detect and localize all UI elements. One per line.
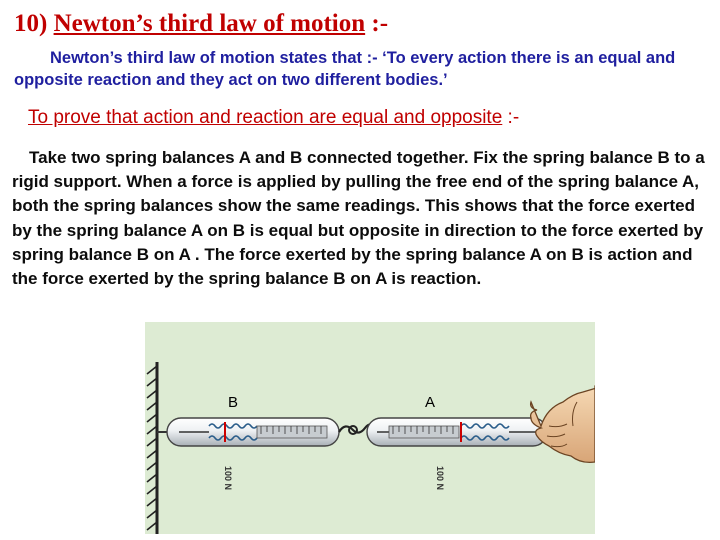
hand-illustration xyxy=(531,386,595,462)
rigid-support xyxy=(147,362,167,534)
balance-b-label: B xyxy=(228,394,239,411)
proof-heading xyxy=(28,107,519,129)
title-number: 10) xyxy=(14,10,48,37)
proof-paragraph: Take two spring balances A and B connected together. Fix the spring balance B to a rigid support. When a force is applied by pulling the free end of the spring balance A, both the spring balances show the same readings. This shows that the force exerted by the spring balance A on B is equal but opposite in direction to the force exerted by spring balance B on A . The force exerted by the spring balance A on B is action and the force exerted by the spring balance B on A is reaction. xyxy=(12,148,705,289)
balance-a-label: A xyxy=(425,394,436,411)
scale-text-b: 100 N xyxy=(223,465,233,491)
slide-title xyxy=(14,10,388,38)
proof-heading-text: To prove that action and reaction are equal and opposite xyxy=(28,107,503,128)
scale-text-a: 100 N xyxy=(435,465,445,491)
title-suffix: :- xyxy=(365,10,389,37)
scale-label-b xyxy=(223,466,233,490)
proof-heading-suffix: :- xyxy=(502,107,520,128)
scale-label-a xyxy=(435,466,445,490)
spring-balance-a xyxy=(367,418,547,446)
spring-balance-b xyxy=(167,418,339,446)
spring-balance-figure xyxy=(145,322,595,534)
title-text: Newton’s third law of motion xyxy=(53,10,366,37)
law-statement: Newton’s third law of motion states that :- ‘To every action there is an equal and opposite reaction and they act on two different bodies.’ xyxy=(14,49,676,89)
spring-balance-diagram xyxy=(145,322,595,534)
